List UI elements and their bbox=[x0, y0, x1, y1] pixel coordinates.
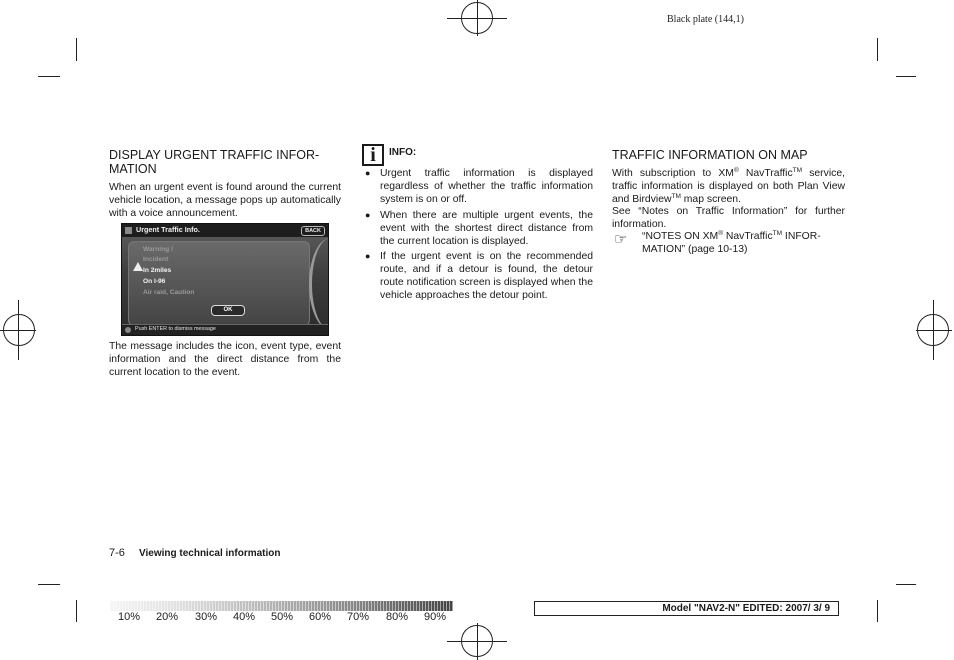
status-icon bbox=[125, 327, 131, 333]
urgent-traffic-screen bbox=[121, 223, 329, 336]
pointing-hand-icon: ☞ bbox=[614, 231, 628, 248]
menu-icon bbox=[125, 227, 132, 234]
screen-scroll-arc bbox=[309, 238, 329, 330]
page-number: 7-6 bbox=[109, 547, 125, 559]
model-line: Model "NAV2-N" EDITED: 2007/ 3/ 9 bbox=[662, 603, 830, 614]
model-box bbox=[534, 601, 839, 616]
message-line: Incident bbox=[143, 256, 169, 263]
gradient-label: 50% bbox=[271, 611, 294, 623]
message-panel bbox=[128, 241, 310, 326]
warning-icon bbox=[133, 262, 143, 271]
screen-status-bar bbox=[122, 324, 328, 335]
bullet-icon: ● bbox=[365, 168, 371, 178]
message-line: In 2miles bbox=[143, 267, 172, 274]
message-line: Air raid, Caution bbox=[143, 289, 195, 296]
see-paragraph: See “Notes on Traffic Information” for further information. bbox=[612, 206, 845, 230]
section-heading-urgent: DISPLAY URGENT TRAFFIC INFOR- MATION bbox=[109, 148, 320, 176]
gradient-label: 30% bbox=[195, 611, 218, 623]
map-paragraph: With subscription to XM® NavTraffic™ service, traffic information is displayed on both Plan View and Birdview™ map screen. bbox=[612, 167, 845, 205]
gradient-label: 20% bbox=[156, 611, 179, 623]
gradient-label: 70% bbox=[347, 611, 370, 623]
screen-titlebar bbox=[122, 224, 328, 238]
section-heading-map: TRAFFIC INFORMATION ON MAP bbox=[612, 148, 808, 162]
back-button[interactable]: BACK bbox=[301, 226, 325, 236]
footer-section-title: Viewing technical information bbox=[139, 548, 281, 559]
plate-label: Black plate (144,1) bbox=[667, 14, 744, 25]
info-bullet: When there are multiple urgent events, the event with the shortest direct distance from the current location is displayed. bbox=[380, 210, 593, 247]
page-reference: “NOTES ON XM® NavTraffic™ INFOR- MATION” (page 10-13) bbox=[642, 230, 821, 255]
intro-paragraph: When an urgent event is found around the current vehicle location, a message pops up automatically with a voice announcement. bbox=[109, 182, 341, 219]
gradient-scale-pattern bbox=[110, 601, 453, 611]
info-bullet: If the urgent event is on the recommended route, and if a detour is found, the detour route notification screen is displayed when the vehicle approaches the detour point. bbox=[380, 251, 593, 301]
ok-button[interactable]: OK bbox=[211, 305, 245, 316]
info-label: INFO: bbox=[389, 147, 417, 158]
bullet-icon: ● bbox=[365, 251, 371, 261]
message-line: Warning ! bbox=[143, 246, 174, 253]
info-bullet: Urgent traffic information is displayed regardless of whether the traffic information system is on or off. bbox=[380, 168, 593, 205]
status-text: Push ENTER to dismiss message bbox=[135, 326, 216, 332]
caption-paragraph: The message includes the icon, event type, event information and the direct distance from the current location to the event. bbox=[109, 341, 341, 378]
gradient-label: 90% bbox=[424, 611, 447, 623]
screen-title: Urgent Traffic Info. bbox=[136, 225, 200, 234]
gradient-label: 80% bbox=[386, 611, 409, 623]
gradient-label: 40% bbox=[233, 611, 256, 623]
gradient-label: 60% bbox=[309, 611, 332, 623]
gradient-label: 10% bbox=[118, 611, 141, 623]
message-line: On I-96 bbox=[143, 278, 166, 285]
bullet-icon: ● bbox=[365, 210, 371, 220]
info-icon: i bbox=[362, 144, 384, 166]
